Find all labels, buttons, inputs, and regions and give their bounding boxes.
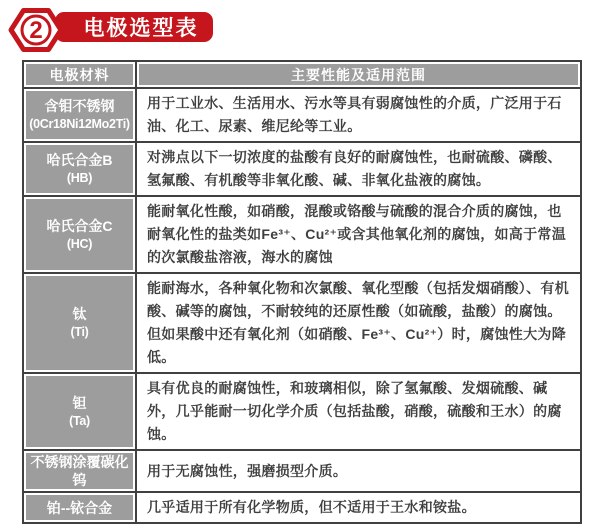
material-cell bbox=[23, 88, 136, 142]
table-header-row bbox=[23, 61, 581, 88]
section-number-badge bbox=[8, 6, 64, 54]
material-name: 不锈钢涂覆碳化钨 bbox=[30, 454, 129, 488]
material-code: (HB) bbox=[66, 171, 93, 185]
electrode-selection-table bbox=[22, 60, 582, 524]
material-cell bbox=[23, 373, 136, 450]
description-cell: 能耐海水，各种氧化物和次氯酸、氧化型酸（包括发烟硝酸）、有机酸、碱等的腐蚀，不耐较纯的还原性酸（如硫酸，盐酸）的腐蚀。但如果酸中还有氧化剂（如硝酸、Fe³⁺、Cu²⁺）时，腐蚀性大为降低。 bbox=[136, 273, 581, 373]
material-cell bbox=[23, 450, 136, 492]
material-name: 钛 bbox=[72, 306, 87, 322]
description-cell: 用于工业水、生活用水、污水等具有弱腐蚀性的介质，广泛用于石油、化工、尿素、维尼纶等工业。 bbox=[136, 88, 581, 142]
material-name: 哈氏合金C bbox=[46, 217, 113, 234]
section-number: 2 bbox=[29, 17, 43, 44]
section-title-ribbon bbox=[55, 12, 213, 42]
description-cell: 用于无腐蚀性，强磨损型介质。 bbox=[136, 450, 581, 492]
material-code: (0Cr18Ni12Mo2Ti) bbox=[29, 117, 130, 131]
table-row bbox=[23, 142, 581, 196]
material-cell bbox=[23, 142, 136, 196]
material-cell bbox=[23, 492, 136, 523]
column-header-material: 电极材料 bbox=[23, 61, 136, 88]
material-name: 铂--铱合金 bbox=[46, 499, 113, 516]
description-cell: 几乎适用于所有化学物质，但不适用于王水和铵盐。 bbox=[136, 492, 581, 523]
description-cell: 能耐氧化性酸，如硝酸，混酸或铬酸与硫酸的混合介质的腐蚀，也耐氧化性的盐类如Fe³⁺、Cu²⁺或含其他氧化剂的腐蚀，如高于常温的次氯酸盐溶液，海水的腐蚀 bbox=[136, 196, 581, 273]
table-row bbox=[23, 492, 581, 523]
material-name: 钽 bbox=[72, 394, 87, 411]
material-code: (Ti) bbox=[70, 325, 89, 339]
table-row bbox=[23, 450, 581, 492]
description-cell: 具有优良的耐腐蚀性，和玻璃相似，除了氢氟酸、发烟硫酸、碱外，几乎能耐一切化学介质（包括盐酸，硝酸，硫酸和王水）的腐蚀。 bbox=[136, 373, 581, 450]
material-code: (HC) bbox=[66, 236, 93, 251]
section-header bbox=[0, 0, 600, 60]
material-name: 含钼不锈钢 bbox=[44, 98, 115, 114]
table-row bbox=[23, 273, 581, 373]
table-row bbox=[23, 196, 581, 273]
description-cell: 对沸点以下一切浓度的盐酸有良好的耐腐蚀性，也耐硫酸、磷酸、氢氟酸、有机酸等非氧化酸、碱、非氧化盐液的腐蚀。 bbox=[136, 142, 581, 196]
material-name: 哈氏合金B bbox=[46, 152, 113, 168]
material-code: (Ta) bbox=[69, 413, 90, 428]
section-title: 电极选型表 bbox=[83, 17, 199, 40]
material-cell bbox=[23, 196, 136, 273]
table-row bbox=[23, 373, 581, 450]
table-row bbox=[23, 88, 581, 142]
material-cell bbox=[23, 273, 136, 373]
column-header-performance: 主要性能及适用范围 bbox=[136, 61, 581, 88]
